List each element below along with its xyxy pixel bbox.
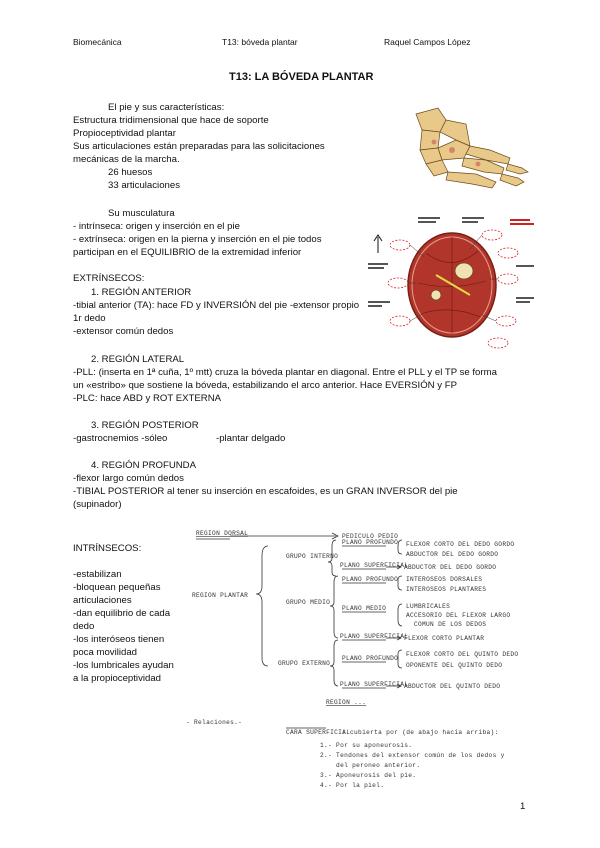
scheme-relaciones-item: 2.- Tendones del extensor común de los dedos y	[320, 752, 505, 759]
scheme-relaciones-item: 1.- Por su aponeurosis.	[320, 742, 413, 749]
scheme-plano: PLANO SUPERFICIAL	[340, 562, 409, 569]
scheme-item: INTEROSEOS DORSALES	[406, 576, 483, 583]
section-title: 3. REGIÓN POSTERIOR	[91, 420, 199, 431]
intro-line: Propioceptividad plantar	[73, 128, 176, 139]
scheme-item: ABDUCTOR DEL DEDO GORDO	[404, 564, 497, 571]
page-number: 1	[520, 801, 526, 812]
scheme-plano: PLANO MEDIO	[342, 605, 387, 612]
scheme-pediculo: PEDICULO PEDIO	[342, 533, 399, 540]
header-left: Biomecánica	[73, 37, 122, 47]
scheme-plano: PLANO PROFUNDO	[342, 539, 399, 546]
intrinsecos-line: -los interóseos tienen	[73, 634, 165, 645]
section-line: -gastrocnemios -sóleo	[73, 433, 168, 444]
scheme-region-dorsal: REGION DORSAL	[196, 530, 249, 537]
scheme-item: FLEXOR CORTO DEL DEDO GORDO	[406, 541, 515, 548]
section-line: -PLC: hace ABD y ROT EXTERNA	[73, 393, 222, 404]
musculatura-line: - intrínseca: origen y inserción en el pie	[73, 221, 240, 232]
intro-line: Sus articulaciones están preparadas para las solicitaciones	[73, 141, 325, 152]
scheme-plano: PLANO SUPERFICIAL	[340, 681, 409, 688]
scheme-item: LUMBRICALES	[406, 603, 451, 610]
intro-count: 33 articulaciones	[108, 180, 180, 191]
scheme-plano: PLANO PROFUNDO	[342, 576, 399, 583]
scheme-grupo-medio: GRUPO MEDIO	[286, 599, 331, 606]
intrinsecos-line: -estabilizan	[73, 569, 122, 580]
scheme-item: ACCESORIO DEL FLEXOR LARGO	[406, 612, 511, 619]
section-line: 1r dedo	[73, 313, 106, 324]
section-line: -extensor común dedos	[73, 326, 174, 337]
scheme-region-plantar: REGION PLANTAR	[192, 592, 249, 599]
section-title: 2. REGIÓN LATERAL	[91, 354, 185, 365]
scheme-item: ABDUCTOR DEL QUINTO DEDO	[404, 683, 501, 690]
header-center: T13: bóveda plantar	[222, 37, 298, 47]
section-line: (supinador)	[73, 499, 122, 510]
scheme-relaciones-item: del peroneo anterior.	[320, 762, 421, 769]
scheme-footer: REGION ...	[326, 699, 367, 706]
musculatura-heading: Su musculatura	[108, 208, 175, 219]
scheme-grupo-interno: GRUPO INTERNO	[286, 553, 339, 560]
extrinsecos-heading: EXTRÍNSECOS:	[73, 273, 145, 284]
foot-skeleton-illustration	[386, 102, 534, 192]
intrinsecos-heading: INTRÍNSECOS:	[73, 543, 142, 554]
section-title: 1. REGIÓN ANTERIOR	[91, 287, 192, 298]
intrinsecos-line: a la propioceptividad	[73, 673, 162, 684]
intrinsecos-line: articulaciones	[73, 595, 132, 606]
section-line: -TIBIAL POSTERIOR al tener su inserción en escafoides, es un GRAN INVERSOR del pie	[73, 486, 458, 497]
section-line: -plantar delgado	[216, 433, 286, 444]
scheme-plano: PLANO PROFUNDO	[342, 655, 399, 662]
page-title: T13: LA BÓVEDA PLANTAR	[229, 71, 374, 83]
musculatura-line: participan en el EQUILIBRIO de la extremidad inferior	[73, 247, 302, 258]
scheme-item: ABDUCTOR DEL DEDO GORDO	[406, 551, 499, 558]
scheme-relaciones-item: 3.- Aponeurosis del pie.	[320, 772, 417, 779]
section-line: un «estribo» que sostiene la bóveda, estabilizando el arco anterior. Hace EVERSIÓN y FP	[73, 380, 457, 391]
intrinsecos-line: dedo	[73, 621, 95, 632]
header-right: Raquel Campos López	[384, 37, 471, 47]
intrinsecos-line: poca movilidad	[73, 647, 137, 658]
intrinsecos-line: -dan equilibrio de cada	[73, 608, 171, 619]
muscle-groups-scheme	[186, 520, 534, 822]
scheme-cara-text: : cubierta por (de abajo hacia arriba):	[342, 729, 499, 736]
intro-line: Estructura tridimensional que hace de soporte	[73, 115, 269, 126]
scheme-item: OPONENTE DEL QUINTO DEDO	[406, 662, 503, 669]
scheme-item: COMUN DE LOS DEDOS	[414, 621, 487, 628]
section-line: -tibial anterior (TA): hace FD y INVERSIÓN del pie -extensor propio	[73, 300, 360, 311]
intro-count: 26 huesos	[108, 167, 153, 178]
scheme-cara-superficial: CARA SUPERFICIAL	[286, 729, 351, 736]
scheme-item: FLEXOR CORTO PLANTAR	[404, 635, 485, 642]
intro-heading: El pie y sus características:	[108, 102, 225, 113]
scheme-grupo-externo: GRUPO EXTERNO	[278, 660, 331, 667]
intro-line: mecánicas de la marcha.	[73, 154, 180, 165]
musculatura-line: - extrínseca: origen en la pierna y inserción en el pie todos	[73, 234, 322, 245]
scheme-item: FLEXOR CORTO DEL QUINTO DEDO	[406, 651, 519, 658]
scheme-plano: PLANO SUPERFICIAL	[340, 633, 409, 640]
section-line: -flexor largo común dedos	[73, 473, 184, 484]
leg-cross-section-illustration	[366, 213, 538, 353]
intrinsecos-line: -bloquean pequeñas	[73, 582, 161, 593]
scheme-relaciones-item: 4.- Por la piel.	[320, 782, 385, 789]
section-line: -PLL: (inserta en 1ª cuña, 1º mtt) cruza la bóveda plantar en diagonal. Entre el PLL y el TP se forma	[73, 367, 497, 378]
scheme-item: INTEROSEOS PLANTARES	[406, 586, 487, 593]
intrinsecos-line: -los lumbricales ayudan	[73, 660, 174, 671]
section-title: 4. REGIÓN PROFUNDA	[91, 460, 197, 471]
scheme-relaciones: - Relaciones.-	[186, 719, 243, 726]
